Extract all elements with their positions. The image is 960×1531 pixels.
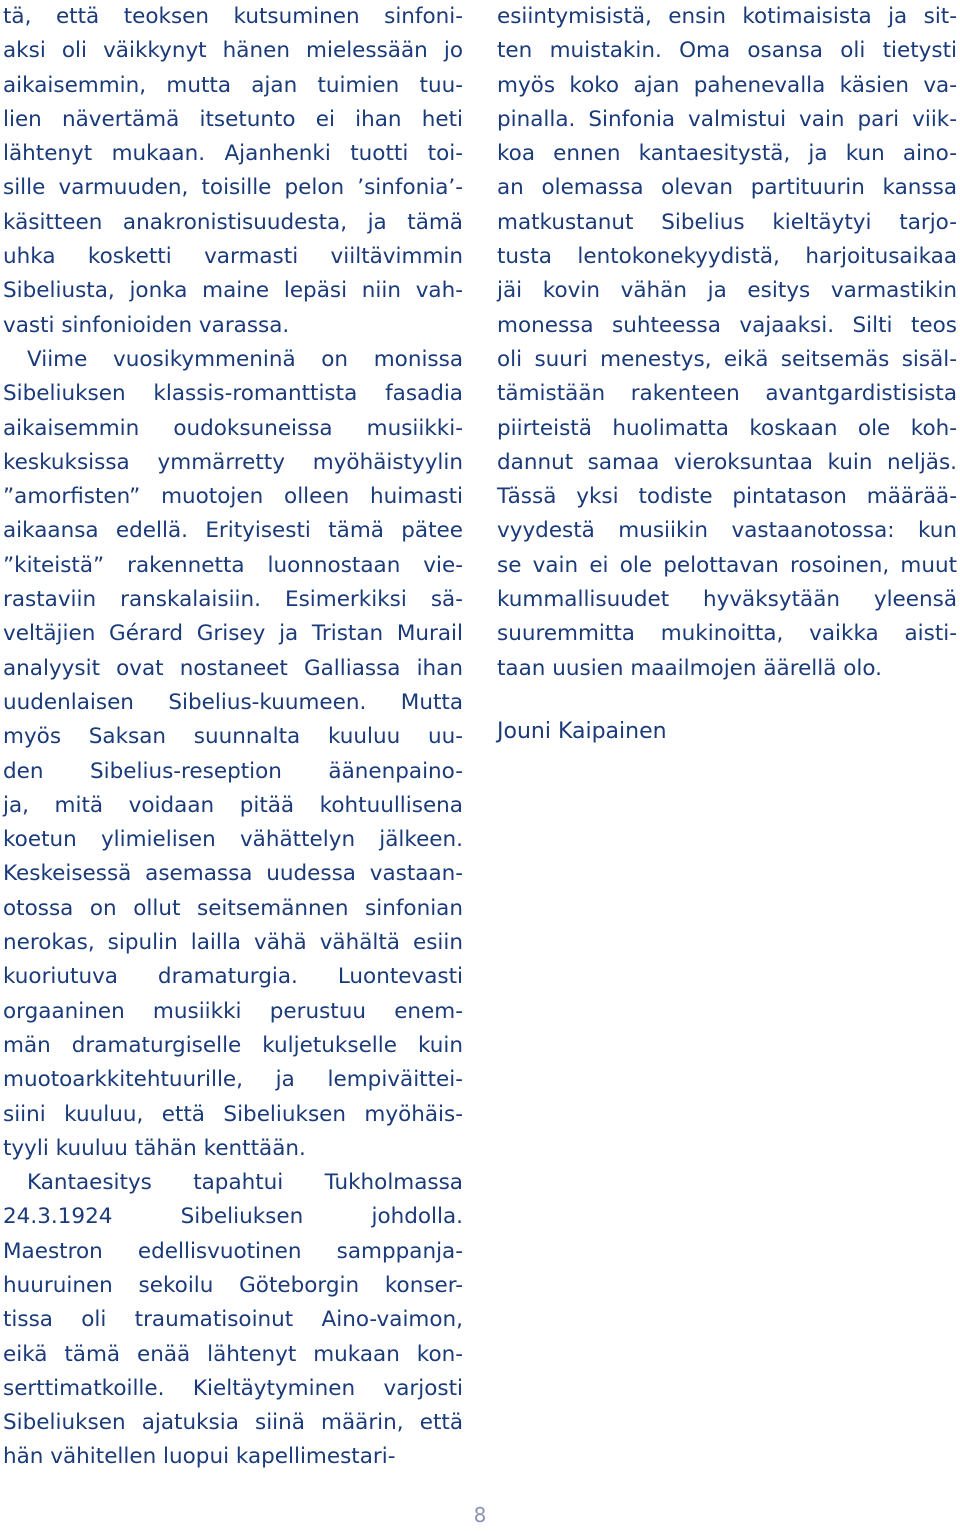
text-line: rastaviin ranskalaisiin. Esimerkiksi sä- [3,587,463,613]
text-line: tusta lentokonekyydistä, harjoitusaikaa [497,244,957,270]
text-line: piirteistä huolimatta koskaan ole koh- [497,415,957,441]
text-line: Tässä yksi todiste pintatason määrää- [497,484,957,510]
author-signature: Jouni Kaipainen [497,719,667,744]
text-line: den Sibelius-reseption äänenpaino- [3,758,463,784]
text-line: koetun ylimielisen vähättelyn jälkeen. [3,827,463,853]
text-line: monessa suhteessa vajaaksi. Silti teos [497,312,957,338]
text-line: dannut samaa vieroksuntaa kuin neljäs. [497,449,957,475]
text-line: jäi kovin vähän ja esitys varmastikin [497,278,957,304]
text-line: Viime vuosikymmeninä on monissa [27,346,463,372]
text-line: tä, että teoksen kutsuminen sinfoni- [3,4,463,29]
text-line: esiintymisistä, ensin kotimaisista ja sit- [497,4,957,29]
text-line: hän vähitellen luopui kapellimestari- [3,1444,396,1470]
text-line: ”kiteistä” rakennetta luonnostaan vie- [3,552,463,578]
text-line: an olemassa olevan partituurin kanssa [497,175,957,201]
text-line: käsitteen anakronistisuudesta, ja tämä [3,209,463,235]
text-line: pinalla. Sinfonia valmistui vain pari viik- [497,106,957,132]
text-line: myös koko ajan pahenevalla käsien va- [497,72,957,98]
text-line: vyydestä musiikin vastaanotossa: kun [497,518,957,544]
text-line: tämistään rakenteen avantgardistisista [497,381,957,407]
text-line: 24.3.1924 Sibeliuksen johdolla. [3,1204,463,1230]
text-line: aikaisemmin, mutta ajan tuimien tuu- [3,72,463,98]
text-line: taan uusien maailmojen äärellä olo. [497,655,882,681]
text-line: siini kuuluu, että Sibeliuksen myöhäis- [3,1101,463,1127]
text-line: ja, mitä voidaan pitää kohtuullisena [3,792,463,818]
text-line: ten muistakin. Oma osansa oli tietysti [497,38,957,64]
text-line: otossa on ollut seitsemännen sinfonian [3,895,463,921]
text-line: orgaaninen musiikki perustuu enem- [3,998,463,1024]
text-line: suuremmitta mukinoitta, vaikka aisti- [497,621,957,647]
text-line: lähtenyt mukaan. Ajanhenki tuotti toi- [3,141,463,167]
text-line: tyyli kuuluu tähän kenttään. [3,1135,306,1161]
text-line: aksi oli väikkynyt hänen mielessään jo [3,38,463,64]
text-line: veltäjien Gérard Grisey ja Tristan Murail [3,621,463,647]
text-line: Sibeliusta, jonka maine lepäsi niin vah- [3,278,463,304]
text-line: oli suuri menestys, eikä seitsemäs sisäl- [497,346,957,372]
text-line: matkustanut Sibelius kieltäytyi tarjo- [497,209,957,235]
page-number: 8 [473,1503,487,1527]
text-line: Kantaesitys tapahtui Tukholmassa [27,1170,463,1196]
text-line: analyysit ovat nostaneet Galliassa ihan [3,655,463,681]
text-line: muotoarkkitehtuurille, ja lempiväittei- [3,1067,463,1093]
left-column [3,0,463,1475]
text-line: kuoriutuva dramaturgia. Luontevasti [3,964,463,990]
text-line: aikaansa edellä. Erityisesti tämä pätee [3,518,463,544]
text-line: kummallisuudet hyväksytään yleensä [497,587,957,613]
text-line: se vain ei ole pelottavan rosoinen, muut [497,552,957,578]
text-line: huuruinen sekoilu Göteborgin konser- [3,1272,463,1298]
text-line: Sibeliuksen ajatuksia siinä määrin, että [3,1410,463,1436]
text-line: tissa oli traumatisoinut Aino-vaimon, [3,1307,463,1333]
text-line: uudenlaisen Sibelius-kuumeen. Mutta [3,689,463,715]
text-line: lien nävertämä itsetunto ei ihan heti [3,106,463,132]
text-line: vasti sinfonioiden varassa. [3,312,290,338]
right-column [497,0,957,686]
text-line: ”amorfisten” muotojen olleen huimasti [3,484,463,510]
text-line: Keskeisessä asemassa uudessa vastaan- [3,861,463,887]
text-line: män dramaturgiselle kuljetukselle kuin [3,1032,463,1058]
text-line: eikä tämä enää lähtenyt mukaan kon- [3,1341,463,1367]
text-line: keskuksissa ymmärretty myöhäistyylin [3,449,463,475]
text-line: koa ennen kantaesitystä, ja kun aino- [497,141,957,167]
text-line: sille varmuuden, toisille pelon ’sinfonia’- [3,175,463,201]
text-line: serttimatkoille. Kieltäytyminen varjosti [3,1375,463,1401]
text-line: nerokas, sipulin lailla vähä vähältä esiin [3,930,463,956]
text-line: aikaisemmin oudoksuneissa musiikki- [3,415,463,441]
text-line: Maestron edellisvuotinen samppanja- [3,1238,463,1264]
text-line: Sibeliuksen klassis-romanttista fasadia [3,381,463,407]
text-line: uhka kosketti varmasti viiltävimmin [3,244,463,270]
text-line: myös Saksan suunnalta kuuluu uu- [3,724,463,750]
